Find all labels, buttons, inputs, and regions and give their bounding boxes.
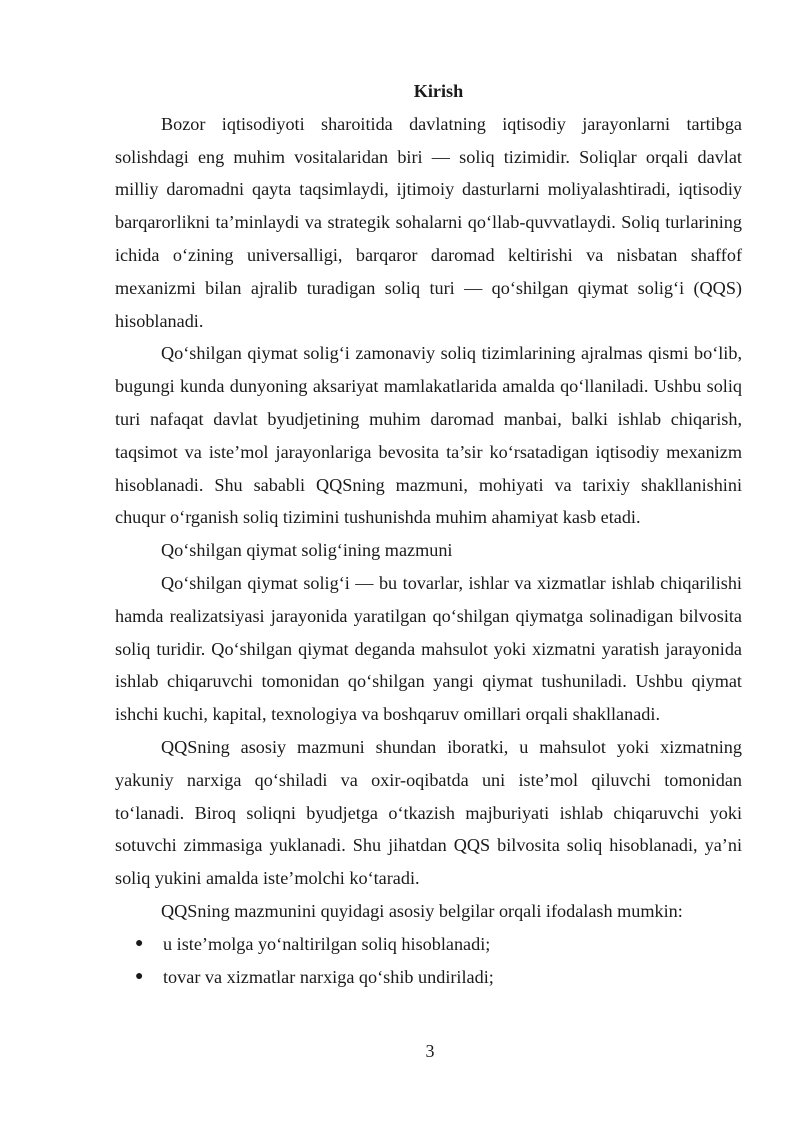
bullet-list [115,928,742,994]
section-heading: Kirish [413,81,464,101]
paragraph: Qo‘shilgan qiymat solig‘i zamonaviy soliq tizimlarining ajralmas qismi bo‘lib, bugungi kunda dunyoning aksariyat mamlakatlarida amalda qo‘llaniladi. Ushbu soliq turi nafaqat davlat byudjetining muhim daromad manbai, balki ishlab chiqarish, taqsimot va iste’mol jarayonlariga bevosita ta’sir ko‘rsatadigan iqtisodiy mexanizm hisoblanadi. Shu sababli QQSning mazmuni, mohiyati va tarixiy shakllanishini chuqur o‘rganish soliq tizimini tushunishda muhim ahamiyat kasb etadi. [115,343,742,528]
list-item-text: tovar va xizmatlar narxiga qo‘shib undiriladi; [163,966,494,987]
document-page [115,75,742,993]
paragraph: QQSning asosiy mazmuni shundan iboratki, u mahsulot yoki xizmatning yakuniy narxiga qo‘shiladi va oxir-oqibatda uni iste’mol qiluvchi tomonidan to‘lanadi. Biroq soliqni byudjetga o‘tkazish majburiyati ishlab chiqaruvchi yoki sotuvchi zimmasiga yuklanadi. Shu jihatdan QQS bilvosita soliq hisoblanadi, ya’ni soliq yukini amalda iste’molchi ko‘taradi. [115,736,742,889]
list-item [115,928,742,961]
paragraph: Bozor iqtisodiyoti sharoitida davlatning iqtisodiy jarayonlarni tartibga solishdagi eng muhim vositalaridan biri — soliq tizimidir. Soliqlar orqali davlat milliy daromadni qayta taqsimlaydi, ijtimoiy dasturlarni moliyalashtiradi, iqtisodiy barqarorlikni ta’minlaydi va strategik sohalarni qo‘llab-quvvatlaydi. Soliq turlarining ichida o‘zining universalligi, barqaror daromad keltirishi va nisbatan shaffof mexanizmi bilan ajralib turadigan soliq turi — qo‘shilgan qiymat solig‘i (QQS) hisoblanadi. [115,113,742,331]
bullet-icon: ● [135,935,144,951]
list-item-text: u iste’molga yo‘naltirilgan soliq hisoblanadi; [163,933,491,954]
subheading: Qo‘shilgan qiymat solig‘ining mazmuni [161,540,453,561]
list-item [115,961,742,994]
bullet-icon: ● [135,968,144,984]
paragraph: Qo‘shilgan qiymat solig‘i — bu tovarlar, ishlar va xizmatlar ishlab chiqarilishi hamda realizatsiyasi jarayonida yaratilgan qo‘shilgan qiymatga solinadigan bilvosita soliq turidir. Qo‘shilgan qiymat deganda mahsulot yoki xizmatni yaratish jarayonida ishlab chiqaruvchi tomonidan qo‘shilgan yangi qiymat tushuniladi. Ushbu qiymat ishchi kuchi, kapital, texnologiya va boshqaruv omillari orqali shakllanadi. [115,572,742,725]
paragraph: QQSning mazmunini quyidagi asosiy belgilar orqali ifodalash mumkin: [161,900,683,921]
page-number: 3 [425,1041,435,1061]
